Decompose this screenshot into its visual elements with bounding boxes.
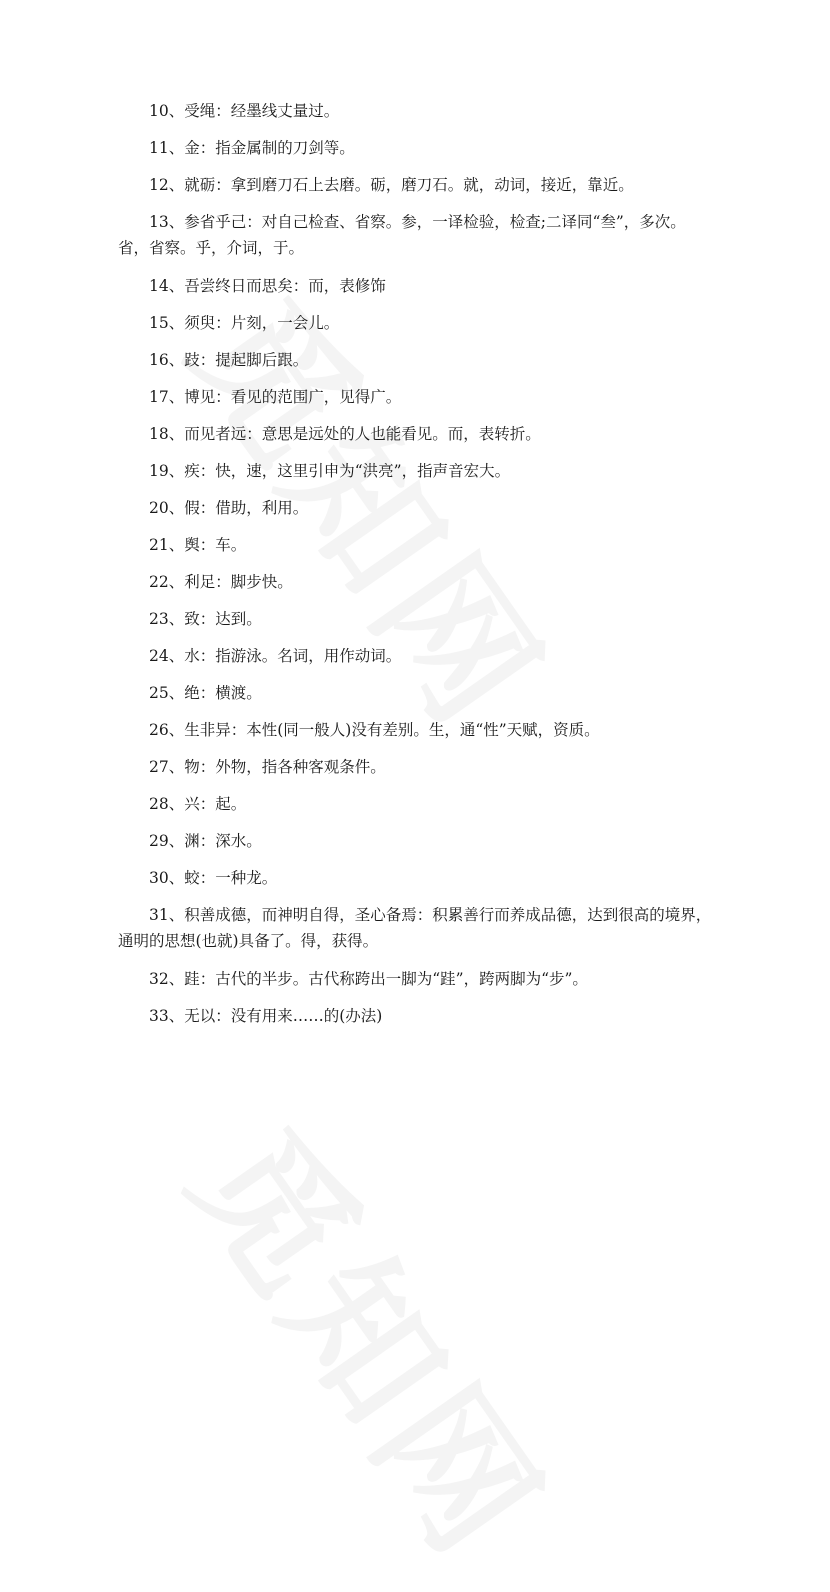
annotation-entry: 31、积善成德，而神明自得，圣心备焉：积累善行而养成品德，达到很高的境界，通明的思想(也就)具备了。得，获得。 [118, 906, 712, 950]
annotation-entry: 25、绝：横渡。 [149, 684, 262, 702]
annotation-entry: 13、参省乎己：对自己检查、省察。参，一译检验，检查;二译同“叁”，多次。省，省察。乎，介词，于。 [118, 213, 686, 257]
annotation-entry: 15、须臾：片刻，一会儿。 [149, 314, 340, 332]
annotation-entry: 33、无以：没有用来……的(办法) [149, 1007, 383, 1025]
annotation-entry: 19、疾：快，速，这里引申为“洪亮”，指声音宏大。 [149, 462, 511, 480]
annotation-entry: 24、水：指游泳。名词，用作动词。 [149, 647, 402, 665]
annotation-entry: 11、金：指金属制的刀剑等。 [149, 139, 355, 157]
annotation-entry: 16、跂：提起脚后跟。 [149, 351, 309, 369]
annotation-entry: 26、生非异：本性(同一般人)没有差别。生，通“性”天赋，资质。 [149, 721, 600, 739]
annotation-entry: 22、利足：脚步快。 [149, 573, 293, 591]
annotation-entry: 20、假：借助，利用。 [149, 499, 309, 517]
annotation-entry: 17、博见：看见的范围广，见得广。 [149, 388, 402, 406]
watermark [153, 1080, 602, 1592]
annotation-list [118, 98, 716, 1040]
annotation-entry: 18、而见者远：意思是远处的人也能看见。而，表转折。 [149, 425, 541, 443]
annotation-entry: 23、致：达到。 [149, 610, 262, 628]
annotation-entry: 21、舆：车。 [149, 536, 247, 554]
annotation-entry: 14、吾尝终日而思矣：而，表修饰 [149, 277, 386, 295]
annotation-entry: 28、兴：起。 [149, 795, 247, 813]
annotation-entry: 10、受绳：经墨线丈量过。 [149, 102, 340, 120]
annotation-entry: 29、渊：深水。 [149, 832, 262, 850]
annotation-entry: 12、就砺：拿到磨刀石上去磨。砺，磨刀石。就，动词，接近，靠近。 [149, 176, 634, 194]
annotation-entry: 30、蛟：一种龙。 [149, 869, 278, 887]
annotation-entry: 27、物：外物，指各种客观条件。 [149, 758, 386, 776]
annotation-entry: 32、跬：古代的半步。古代称跨出一脚为“跬”，跨两脚为“步”。 [149, 970, 588, 988]
